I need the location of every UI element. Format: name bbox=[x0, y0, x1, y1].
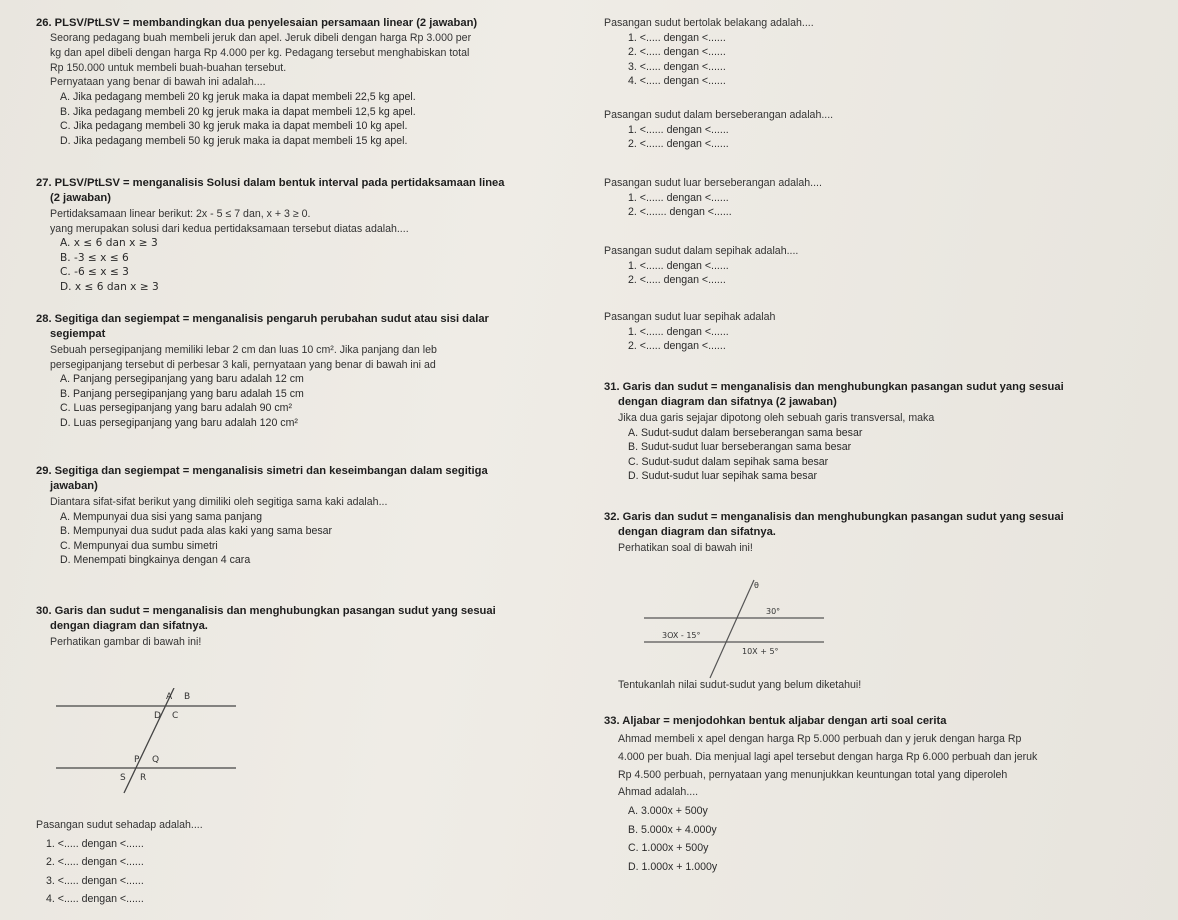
question-31 bbox=[604, 380, 1164, 484]
q33-line: Ahmad adalah.... bbox=[618, 786, 699, 799]
question-32 bbox=[604, 510, 1164, 556]
q33-line: Rp 4.500 perbuah, pernyataan yang menunjukkan keuntungan total yang diperoleh bbox=[618, 768, 1008, 781]
q26-line: Seorang pedagang buah membeli jeruk dan apel. Jeruk dibeli dengan harga Rp 3.000 per bbox=[50, 32, 472, 45]
q26-body bbox=[36, 31, 596, 148]
q30-blank-3[interactable]: 3. <..... dengan <...... bbox=[46, 874, 144, 887]
q28-option-c[interactable]: C. Luas persegipanjang yang baru adalah 90 cm² bbox=[60, 402, 293, 415]
group-title: Pasangan sudut dalam berseberangan adalah.... bbox=[604, 109, 834, 121]
q32-body bbox=[604, 525, 1164, 555]
pair-blank[interactable]: 2. <....... dengan <...... bbox=[628, 206, 732, 219]
pair-blank[interactable]: 1. <...... dengan <...... bbox=[628, 259, 729, 272]
q26-option-b[interactable]: B. Jika pedagang membeli 20 kg jeruk maka ia dapat membeli 12,5 kg apel. bbox=[60, 105, 416, 118]
angle-label-s: S bbox=[120, 773, 126, 783]
transversal-line bbox=[710, 580, 754, 678]
q26-title: 26. PLSV/PtLSV = membandingkan dua penyelesaian persamaan linear (2 jawaban) bbox=[36, 17, 478, 29]
group-title: Pasangan sudut bertolak belakang adalah.... bbox=[604, 17, 814, 29]
q33-option-d[interactable]: D. 1.000x + 1.000y bbox=[628, 860, 718, 873]
q31-option-d[interactable]: D. Sudut-sudut luar sepihak sama besar bbox=[628, 470, 818, 483]
q29-subtitle: jawaban) bbox=[50, 480, 98, 493]
angle-pairs-group-4 bbox=[604, 244, 1164, 288]
q32-angle-diagram bbox=[644, 572, 834, 682]
pair-blank[interactable]: 2. <..... dengan <...... bbox=[628, 46, 726, 59]
q29-option-d[interactable]: D. Menempati bingkainya dengan 4 cara bbox=[60, 554, 251, 567]
pair-blank[interactable]: 2. <...... dengan <...... bbox=[628, 138, 729, 151]
q32-subtitle: dengan diagram dan sifatnya. bbox=[618, 526, 776, 539]
angle-label-q: Q bbox=[152, 755, 160, 765]
pair-blank[interactable]: 4. <..... dengan <...... bbox=[628, 75, 726, 88]
angle-expr-2-label: 10X + 5° bbox=[742, 647, 779, 656]
q30-question: Pasangan sudut sehadap adalah.... bbox=[36, 819, 203, 831]
group-items bbox=[604, 123, 1164, 152]
q28-title: 28. Segitiga dan segiempat = menganalisis pengaruh perubahan sudut atau sisi dalar bbox=[36, 313, 489, 325]
q32-title: 32. Garis dan sudut = menganalisis dan menghubungkan pasangan sudut yang sesuai bbox=[604, 511, 1064, 523]
q27-line: Pertidaksamaan linear berikut: 2x - 5 ≤ 7 dan, x + 3 ≥ 0. bbox=[50, 207, 311, 220]
q31-option-a[interactable]: A. Sudut-sudut dalam berseberangan sama besar bbox=[628, 426, 863, 439]
q31-option-b[interactable]: B. Sudut-sudut luar berseberangan sama besar bbox=[628, 441, 852, 454]
q31-title: 31. Garis dan sudut = menganalisis dan menghubungkan pasangan sudut yang sesuai bbox=[604, 381, 1064, 393]
pair-blank[interactable]: 1. <..... dengan <...... bbox=[628, 31, 726, 44]
q30-blank-2[interactable]: 2. <..... dengan <...... bbox=[46, 856, 144, 869]
q30-instruction: Perhatikan gambar di bawah ini! bbox=[50, 635, 202, 648]
q28-subtitle: segiempat bbox=[50, 328, 106, 341]
q33-option-a[interactable]: A. 3.000x + 500y bbox=[628, 804, 708, 817]
theta-label: θ bbox=[754, 581, 759, 590]
q28-option-b[interactable]: B. Panjang persegipanjang yang baru adalah 15 cm bbox=[60, 387, 304, 400]
angle-pairs-group-2 bbox=[604, 108, 1164, 152]
q31-line: Jika dua garis sejajar dipotong oleh sebuah garis transversal, maka bbox=[618, 411, 935, 424]
q29-line: Diantara sifat-sifat berikut yang dimiliki oleh segitiga sama kaki adalah... bbox=[50, 495, 388, 508]
q32-question: Tentukanlah nilai sudut-sudut yang belum diketahui! bbox=[618, 679, 862, 691]
q28-option-a[interactable]: A. Panjang persegipanjang yang baru adalah 12 cm bbox=[60, 373, 304, 386]
q31-subtitle: dengan diagram dan sifatnya (2 jawaban) bbox=[618, 396, 837, 409]
group-items bbox=[604, 259, 1164, 288]
angle-pairs-group-3 bbox=[604, 176, 1164, 220]
q33-option-b[interactable]: B. 5.000x + 4.000y bbox=[628, 823, 717, 836]
angle-label-c: C bbox=[172, 711, 179, 721]
group-items bbox=[604, 191, 1164, 220]
q30-body bbox=[36, 619, 596, 649]
q32-task bbox=[604, 678, 1164, 693]
q31-option-c[interactable]: C. Sudut-sudut dalam sepihak sama besar bbox=[628, 455, 829, 468]
angle-label-b: B bbox=[184, 692, 191, 702]
pair-blank[interactable]: 2. <..... dengan <...... bbox=[628, 340, 726, 353]
question-33 bbox=[604, 714, 1164, 874]
pair-blank[interactable]: 1. <...... dengan <...... bbox=[628, 191, 729, 204]
q33-line: Ahmad membeli x apel dengan harga Rp 5.000 perbuah dan y jeruk dengan harga Rp bbox=[618, 733, 1022, 746]
q29-option-a[interactable]: A. Mempunyai dua sisi yang sama panjang bbox=[60, 510, 262, 523]
question-26 bbox=[36, 16, 596, 148]
question-28 bbox=[36, 312, 596, 431]
q27-option-d[interactable]: D. x ≤ 6 dan x ≥ 3 bbox=[60, 280, 159, 293]
q27-option-c[interactable]: C. -6 ≤ x ≤ 3 bbox=[60, 266, 129, 279]
angle-expr-1-label: 3OX - 15° bbox=[662, 631, 701, 640]
q28-line: persegipanjang tersebut di perbesar 3 kali, pernyataan yang benar di bawah ini ad bbox=[50, 358, 436, 371]
q30-subtitle: dengan diagram dan sifatnya. bbox=[50, 620, 208, 633]
angle-label-r: R bbox=[140, 773, 147, 783]
q29-option-c[interactable]: C. Mempunyai dua sumbu simetri bbox=[60, 539, 218, 552]
q33-line: 4.000 per buah. Dia menjual lagi apel tersebut dengan harga Rp 6.000 perbuah dan jeruk bbox=[618, 751, 1038, 764]
group-title: Pasangan sudut luar sepihak adalah bbox=[604, 311, 776, 323]
group-title: Pasangan sudut luar berseberangan adalah.... bbox=[604, 177, 822, 189]
q26-line: Rp 150.000 untuk membeli buah-buahan tersebut. bbox=[50, 61, 287, 74]
q30-answers bbox=[36, 818, 596, 907]
q30-blank-4[interactable]: 4. <..... dengan <...... bbox=[46, 893, 144, 906]
q31-body bbox=[604, 395, 1164, 484]
pair-blank[interactable]: 3. <..... dengan <...... bbox=[628, 60, 726, 73]
q32-instruction: Perhatikan soal di bawah ini! bbox=[618, 541, 753, 554]
q26-line: Pernyataan yang benar di bawah ini adalah.... bbox=[50, 76, 266, 89]
group-title: Pasangan sudut dalam sepihak adalah.... bbox=[604, 245, 799, 257]
q29-title: 29. Segitiga dan segiempat = menganalisis simetri dan keseimbangan dalam segitiga bbox=[36, 465, 488, 477]
group-items bbox=[604, 325, 1164, 354]
angle-label-d: D bbox=[154, 711, 161, 721]
pair-blank[interactable]: 2. <..... dengan <...... bbox=[628, 274, 726, 287]
angle-pairs-group-5 bbox=[604, 310, 1164, 354]
angle-pairs-group-1 bbox=[604, 16, 1164, 89]
q27-title: 27. PLSV/PtLSV = menganalisis Solusi dalam bentuk interval pada pertidaksamaan linea bbox=[36, 177, 505, 189]
q27-line: yang merupakan solusi dari kedua pertidaksamaan tersebut diatas adalah.... bbox=[50, 222, 409, 235]
group-items bbox=[604, 31, 1164, 89]
q26-line: kg dan apel dibeli dengan harga Rp 4.000 per kg. Pedagang tersebut menghabiskan total bbox=[50, 47, 470, 60]
angle-label-a: A bbox=[166, 692, 173, 702]
q27-body bbox=[36, 191, 596, 294]
q28-option-d[interactable]: D. Luas persegipanjang yang baru adalah 120 cm² bbox=[60, 416, 298, 429]
q27-subtitle: (2 jawaban) bbox=[50, 192, 111, 205]
q26-option-d[interactable]: D. Jika pedagang membeli 50 kg jeruk maka ia dapat membeli 15 kg apel. bbox=[60, 134, 408, 147]
pair-blank[interactable]: 1. <...... dengan <...... bbox=[628, 325, 729, 338]
q29-option-b[interactable]: B. Mempunyai dua sudut pada alas kaki yang sama besar bbox=[60, 525, 333, 538]
q30-parallel-lines-diagram bbox=[56, 688, 256, 808]
question-29 bbox=[36, 464, 596, 568]
q29-body bbox=[36, 479, 596, 568]
transversal-line bbox=[124, 688, 174, 793]
q30-blank-1[interactable]: 1. <..... dengan <...... bbox=[46, 837, 144, 850]
q33-title: 33. Aljabar = menjodohkan bentuk aljabar dengan arti soal cerita bbox=[604, 715, 947, 727]
q30-title: 30. Garis dan sudut = menganalisis dan menghubungkan pasangan sudut yang sesuai bbox=[36, 605, 496, 617]
q33-option-c[interactable]: C. 1.000x + 500y bbox=[628, 842, 709, 855]
pair-blank[interactable]: 1. <...... dengan <...... bbox=[628, 123, 729, 136]
question-30 bbox=[36, 604, 596, 650]
q27-option-a[interactable]: A. x ≤ 6 dan x ≥ 3 bbox=[60, 237, 158, 250]
angle-30-label: 30° bbox=[766, 607, 781, 616]
q33-body bbox=[604, 732, 1164, 874]
question-27 bbox=[36, 176, 596, 295]
angle-label-p: P bbox=[134, 755, 140, 765]
q27-option-b[interactable]: B. -3 ≤ x ≤ 6 bbox=[60, 251, 129, 264]
q26-option-a[interactable]: A. Jika pedagang membeli 20 kg jeruk maka ia dapat membeli 22,5 kg apel. bbox=[60, 90, 416, 103]
q28-body bbox=[36, 327, 596, 430]
q26-option-c[interactable]: C. Jika pedagang membeli 30 kg jeruk maka ia dapat membeli 10 kg apel. bbox=[60, 120, 408, 133]
q28-line: Sebuah persegipanjang memiliki lebar 2 cm dan luas 10 cm². Jika panjang dan leb bbox=[50, 343, 437, 356]
